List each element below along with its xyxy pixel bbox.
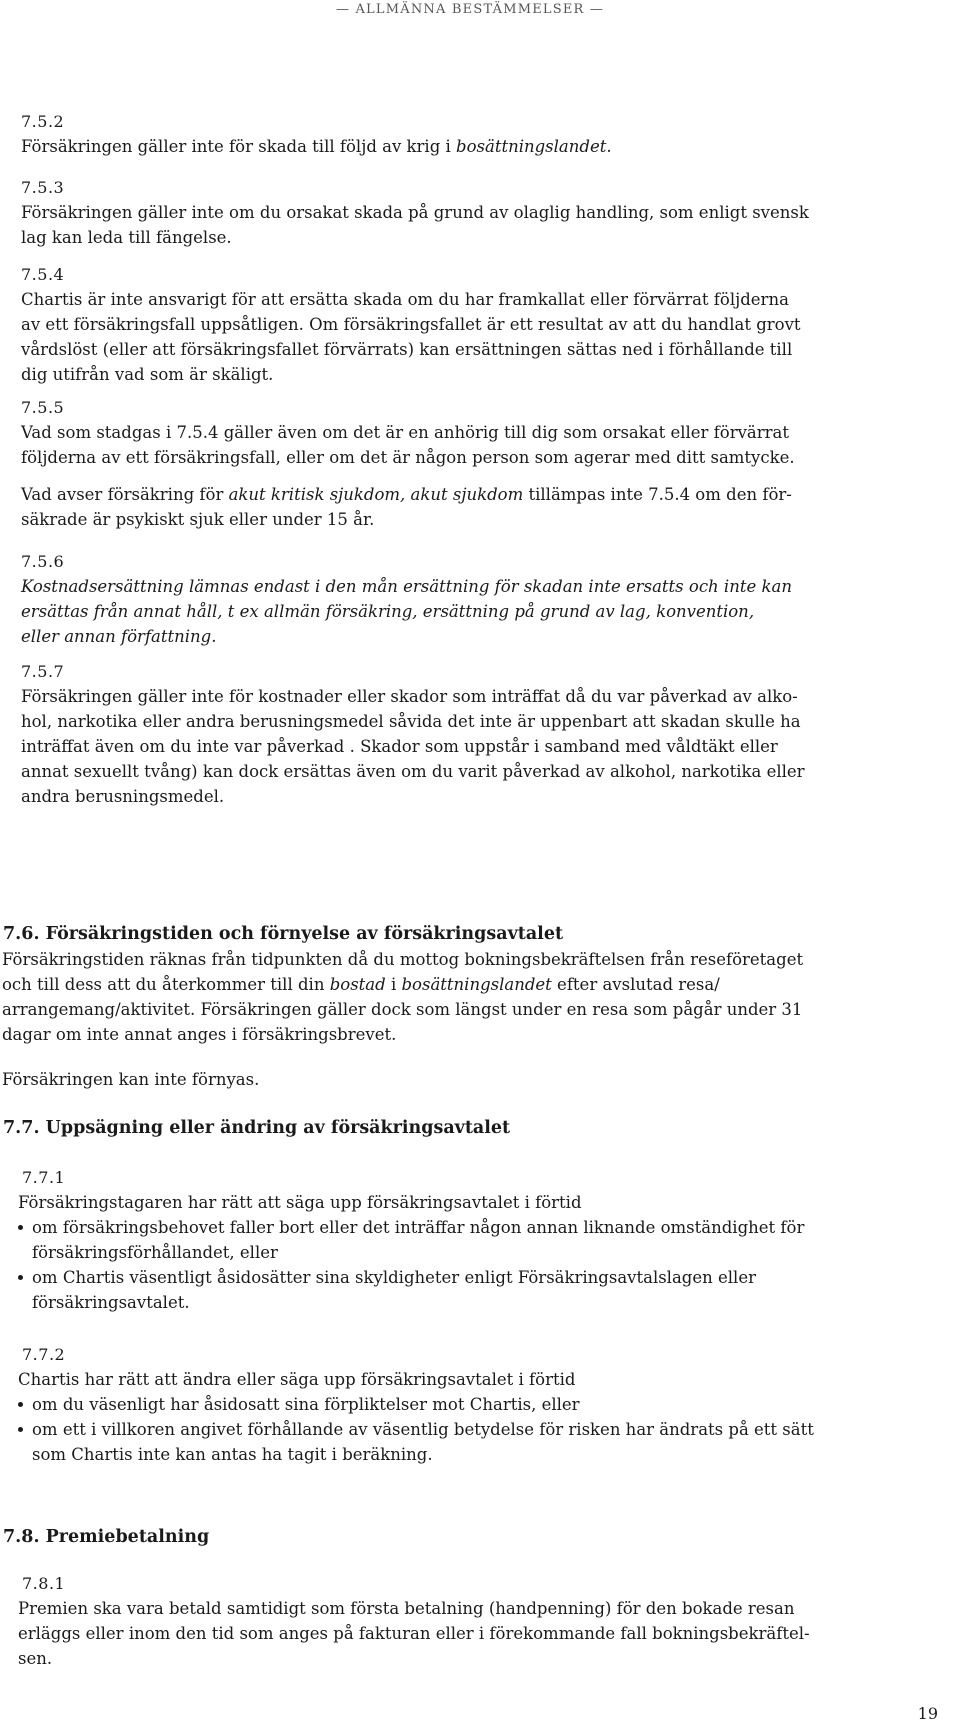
section-number: 7.7.1 <box>22 1168 66 1187</box>
text-line: som Chartis inte kan antas ha tagit i beräkning. <box>32 1445 433 1464</box>
italic-text-line: Kostnadsersättning lämnas endast i den mån ersättning för skadan inte ersatts och inte kan <box>21 577 792 596</box>
text-line: dig utifrån vad som är skäligt. <box>21 365 274 384</box>
text-run: i <box>385 975 402 994</box>
text-line: inträffat även om du inte var påverkad . Skador som uppstår i samband med våldtäkt eller <box>21 737 778 756</box>
text-line: dagar om inte annat anges i försäkringsbrevet. <box>2 1025 397 1044</box>
text-line <box>2 972 922 997</box>
text-line: om ett i villkoren angivet förhållande av väsentlig betydelse för risken har ändrats på ett sätt <box>32 1420 814 1439</box>
text-line: om du väsenligt har åsidosatt sina förpliktelser mot Chartis, eller <box>32 1395 580 1414</box>
text-line: försäkringsförhållandet, eller <box>32 1243 278 1262</box>
italic-text-line: ersättas från annat håll, t ex allmän försäkring, ersättning på grund av lag, konvention, <box>21 602 755 621</box>
text-line: om Chartis väsentligt åsidosätter sina skyldigheter enligt Försäkringsavtalslagen eller <box>32 1268 756 1287</box>
section-text <box>21 134 921 159</box>
text-line: erläggs eller inom den tid som anges på fakturan eller i förekommande fall bokningsbekräftel- <box>18 1624 810 1643</box>
text-line: sen. <box>18 1649 53 1668</box>
section-number: 7.5.7 <box>21 662 65 681</box>
section-7-5-7 <box>21 659 921 809</box>
text-line: vårdslöst (eller att försäkringsfallet förvärrats) kan ersättningen sättas ned i förhållande till <box>21 340 793 359</box>
section-heading-7-8: 7.8. Premiebetalning <box>3 1527 210 1547</box>
section-number: 7.5.6 <box>21 552 65 571</box>
section-7-5-3 <box>21 175 921 250</box>
text-line: Försäkringen gäller inte för kostnader eller skador som inträffat då du var påverkad av alko- <box>21 687 798 706</box>
text-line: följderna av ett försäkringsfall, eller om det är någon person som agerar med ditt samtycke. <box>21 448 795 467</box>
bullet-list <box>18 1392 918 1467</box>
italic-term: bostad <box>329 975 386 994</box>
text-line: Försäkringen kan inte förnyas. <box>2 1070 260 1089</box>
italic-term: akut kritisk sjukdom, akut sjukdom <box>228 485 524 504</box>
text-line: säkrade är psykiskt sjuk eller under 15 år. <box>21 510 375 529</box>
text-run: Försäkringen gäller inte för skada till följd av krig i <box>21 137 457 156</box>
list-item <box>18 1215 918 1265</box>
text-run: Vad avser försäkring för <box>21 485 229 504</box>
section-7-7-1 <box>18 1165 918 1315</box>
list-item <box>18 1417 918 1467</box>
text-line <box>21 482 921 507</box>
text-line: Premien ska vara betald samtidigt som första betalning (handpenning) för den bokade resan <box>18 1599 795 1618</box>
text-line: Chartis har rätt att ändra eller säga upp försäkringsavtalet i förtid <box>18 1370 576 1389</box>
section-7-5-6 <box>21 549 921 649</box>
section-7-5-4 <box>21 262 921 387</box>
list-item <box>18 1265 918 1315</box>
text-run: och till dess att du återkommer till din <box>2 975 330 994</box>
text-line: andra berusningsmedel. <box>21 787 225 806</box>
section-number: 7.5.2 <box>21 112 65 131</box>
text-line: hol, narkotika eller andra berusningsmedel såvida det inte är uppenbart att skadan skulle ha <box>21 712 801 731</box>
text-line: Försäkringen gäller inte om du orsakat skada på grund av olaglig handling, som enligt svensk <box>21 203 809 222</box>
section-number: 7.5.5 <box>21 398 65 417</box>
text-run: efter avslutad resa/ <box>551 975 720 994</box>
list-item <box>18 1392 918 1417</box>
section-number: 7.7.2 <box>22 1345 66 1364</box>
text-line: av ett försäkringsfall uppsåtligen. Om försäkringsfallet är ett resultat av att du handlat grovt <box>21 315 801 334</box>
text-line: Försäkringstagaren har rätt att säga upp försäkringsavtalet i förtid <box>18 1193 582 1212</box>
section-number: 7.5.4 <box>21 265 65 284</box>
section-7-7-2 <box>18 1342 918 1467</box>
text-line: annat sexuellt tvång) kan dock ersättas även om du varit påverkad av alkohol, narkotika eller <box>21 762 805 781</box>
section-7-5-2 <box>21 109 921 159</box>
text-line: Chartis är inte ansvarigt för att ersätta skada om du har framkallat eller förvärrat följderna <box>21 290 789 309</box>
italic-term: bosättningslandet <box>456 137 607 156</box>
italic-term: bosättningslandet <box>401 975 552 994</box>
italic-text-line: eller annan författning. <box>21 627 217 646</box>
text-line: Vad som stadgas i 7.5.4 gäller även om det är en anhörig till dig som orsakat eller förvärrat <box>21 423 789 442</box>
section-7-5-5 <box>21 395 921 532</box>
running-header: — ALLMÄNNA BESTÄMMELSER — <box>335 2 605 17</box>
section-heading-7-6: 7.6. Försäkringstiden och förnyelse av försäkringsavtalet <box>3 924 564 944</box>
text-line: om försäkringsbehovet faller bort eller det inträffar någon annan liknande omständighet för <box>32 1218 805 1237</box>
text-run: tillämpas inte 7.5.4 om den för- <box>523 485 792 504</box>
text-line: lag kan leda till fängelse. <box>21 228 232 247</box>
bullet-list <box>18 1215 918 1315</box>
section-heading-7-7: 7.7. Uppsägning eller ändring av försäkringsavtalet <box>3 1118 511 1138</box>
text-line: försäkringsavtalet. <box>32 1293 190 1312</box>
section-7-8-1 <box>18 1571 918 1671</box>
section-number: 7.5.3 <box>21 178 65 197</box>
page-number: 19 <box>917 1704 938 1723</box>
section-7-6-body <box>2 947 922 1092</box>
text-run: . <box>606 137 612 156</box>
text-line: arrangemang/aktivitet. Försäkringen gäller dock som längst under en resa som pågår under 31 <box>2 1000 803 1019</box>
section-number: 7.8.1 <box>22 1574 66 1593</box>
text-line: Försäkringstiden räknas från tidpunkten då du mottog bokningsbekräftelsen från reseföretaget <box>2 950 804 969</box>
